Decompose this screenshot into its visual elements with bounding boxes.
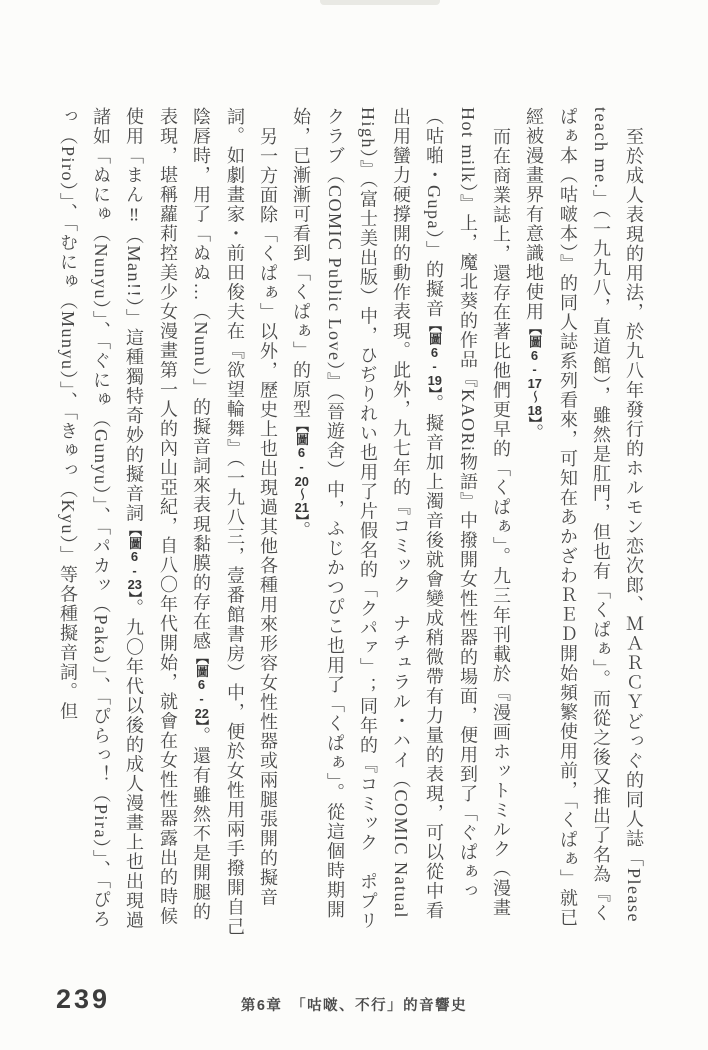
figure-number: 22 — [194, 706, 209, 720]
text-run: 。擬音加上濁音後就會變成稍微帶有力量的表現，可以從中看出用蠻力硬撐開的動作表現。此外，九七年的『コミック ナチュラル・ハイ（COMIC Natual High）』（富士美出版）中，ひぢりれい也用了片假名的「クパァ」；同年的『コミック ポプリクラブ（COMIC Public Love）』（晉遊舍）中，ふじかつぴこ也用了「くぱぁ」。從這個時期開始，已漸漸可看到「くぱぁ」的原型 — [291, 107, 444, 931]
figure-number: 6 — [197, 678, 206, 691]
figure-reference: 【圖6-20～21】 — [294, 419, 309, 521]
figure-number: 20 — [294, 474, 309, 488]
paragraph-1 — [517, 107, 650, 939]
text-run: 而在商業誌上，還存在著比他們更早的「くぱぁ」。九三年刊載於『漫画ホットミルク（漫畫Hot milk）』上，魔北葵的作品『KAORi物語』中撥開女性性器的場面，便用到了「ぐぱぁっ（咕啪・Gupa）」的擬音 — [424, 107, 511, 918]
figure-reference: 【圖6-19】 — [427, 318, 442, 394]
figure-number: 17 — [527, 377, 542, 390]
figure-reference: 【圖6-17～18】 — [527, 321, 542, 424]
text-run: 。 — [524, 423, 544, 443]
text-run: 。九〇年代以後的成人漫畫上也出現過諸如「ぬにゅ（Nunyu）」、「ぐにゅ（Gunyu）」、「パカッ（Paka）」、「ぴらっ！（Pira）」、「ぴろっ（Piro）」、「むにゅ（Munyu）」、「きゅっ（Kyu）」等各種擬音詞。但 — [58, 107, 144, 930]
paragraph-3 — [51, 107, 284, 939]
paragraph-2 — [284, 107, 517, 939]
text-run: 。還有雖然不是開腿的表現，堪稱蘿莉控美少女漫畫第一人的內山亞紀，自八〇年代開始，就會在女性性器露出的時候使用「まん‼（Man!!）」這種獨特奇妙的擬音詞 — [124, 107, 211, 926]
figure-number: 21 — [294, 501, 309, 514]
page-number: 239 — [56, 984, 111, 1014]
figure-number: 18 — [527, 403, 542, 417]
figure-number: 19 — [427, 374, 442, 387]
figure-number: 23 — [127, 578, 142, 592]
figure-reference: 【圖6-23】 — [127, 522, 142, 599]
body-text — [51, 107, 650, 939]
text-run: 。 — [291, 521, 311, 541]
figure-number-dash: - — [527, 361, 542, 377]
figure-number-dash: - — [194, 691, 209, 707]
figure-number-dash: - — [127, 562, 142, 579]
figure-number-dash: - — [427, 358, 442, 374]
figure-number: 6 — [430, 345, 439, 359]
figure-number: 6 — [130, 549, 139, 563]
figure-number: 6 — [297, 446, 306, 459]
page-footer — [0, 982, 708, 1022]
scan-edge-artifact — [320, 0, 440, 5]
text-run: 另一方面除「くぱぁ」以外，歷史上也出現過其他各種用來形容女性性器或兩腿張開的擬音詞。如劇畫家・前田俊夫在『欲望輪舞』（一九八三，壹番館書房）中，便於女性用兩手撥開自己陰唇時，用了「ぬぬ…（Nunu）」的擬音詞來表現黏膜的存在感 — [191, 107, 278, 937]
figure-number: 6 — [530, 348, 539, 362]
figure-reference: 【圖6-22】 — [194, 651, 209, 727]
text-run: 至於成人表現的用法，於九八年發行的ホルモン恋次郎、ＭＡＲＣＹどっぐ的同人誌「Please teach me.」（一九九八，直道館），雖然是肛門，但也有「くぱぁ」。而從之後又推出了名為『くぱぁ本（咕啵本）』的同人誌系列看來，可知在あかざわＲＥＤ開始頻繁使用前，「くぱぁ」就已經被漫畫界有意識地使用 — [524, 107, 644, 928]
figure-number-dash: - — [294, 459, 309, 475]
chapter-footer: 第6章 「咕啵、不行」的音響史 — [240, 998, 468, 1014]
